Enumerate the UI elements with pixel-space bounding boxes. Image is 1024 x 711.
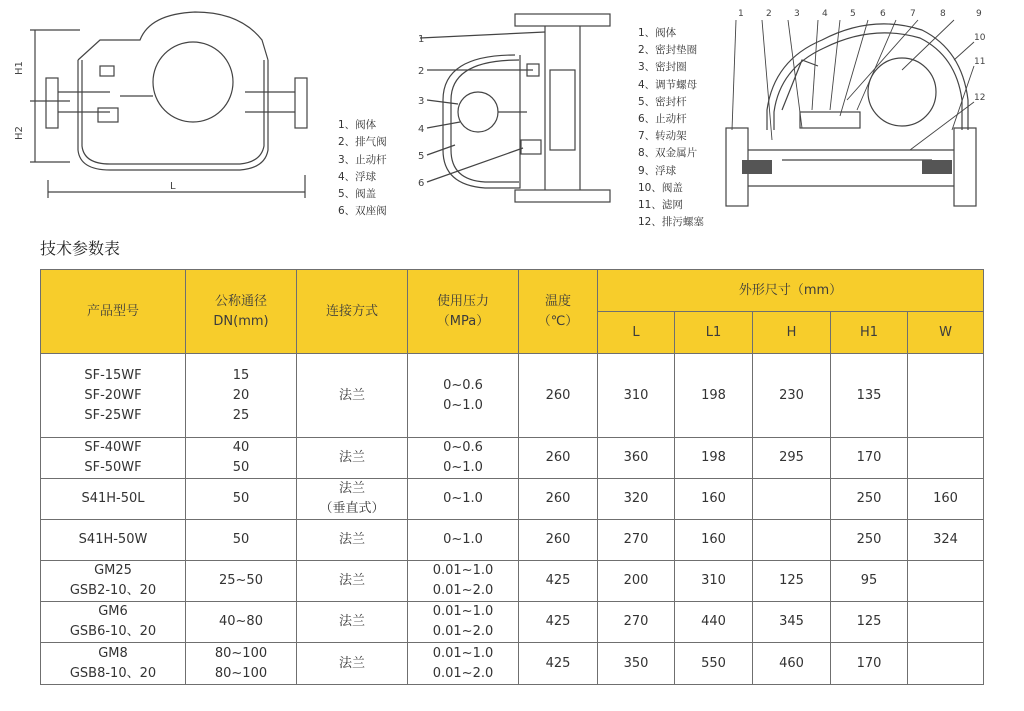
cell-pressure-line: 0.01~1.0: [432, 645, 494, 661]
legend-item: 2、排气阀: [338, 136, 387, 149]
cell-pressure-line: 0.01~2.0: [432, 583, 494, 598]
header-L: L: [598, 312, 675, 354]
cell-connection-line: 法兰: [338, 573, 365, 588]
trap-drawing-d: [722, 0, 1024, 215]
cell-pressure: [408, 438, 519, 479]
cell-pressure-line: 0.01~1.0: [432, 604, 494, 619]
cell-H1: 95: [831, 561, 908, 602]
cell-model-line: SF-15WF: [84, 367, 142, 383]
cell-L1: 198: [675, 438, 753, 479]
cell-model-line: SF-50WF: [84, 460, 142, 475]
cell-model-line: S41H-50L: [81, 491, 145, 506]
cell-H: 125: [753, 561, 831, 602]
header-H: H: [753, 312, 831, 354]
dim-h2-label: H2: [14, 126, 25, 140]
cell-L: 310: [598, 354, 675, 438]
cell-model: [41, 479, 186, 520]
spec-table: [40, 269, 984, 685]
cell-dn: [186, 479, 297, 520]
cell-connection-line: 法兰: [338, 481, 365, 496]
cell-model-line: GSB6-10、20: [69, 624, 157, 639]
cell-W: [908, 561, 984, 602]
section-title: 技术参数表: [40, 239, 121, 258]
cell-model: [41, 643, 186, 685]
cell-temp: 260: [519, 438, 598, 479]
legend-item: 3、密封圈: [638, 61, 687, 74]
callout-number: 2: [766, 9, 772, 19]
trap-drawing-a: [0, 0, 330, 215]
legend-item: 1、阀体: [338, 119, 377, 131]
cell-L1: 310: [675, 561, 753, 602]
cell-W: [908, 354, 984, 438]
legend-item: 5、阀盖: [338, 188, 377, 201]
cell-L: 200: [598, 561, 675, 602]
cell-connection-line: 法兰: [338, 450, 365, 465]
cell-connection-line: 法兰: [338, 655, 365, 671]
cell-temp: 260: [519, 479, 598, 520]
cell-H: 295: [753, 438, 831, 479]
header-dn: [186, 270, 297, 354]
callout-number: 1: [418, 34, 425, 45]
cell-pressure-line: 0~0.6: [443, 377, 483, 393]
cell-W: [908, 438, 984, 479]
cell-model-line: SF-40WF: [84, 440, 142, 455]
cell-connection: [297, 354, 408, 438]
callout-number: 4: [418, 124, 425, 135]
cell-H: 230: [753, 354, 831, 438]
header-pressure-line: （MPa）: [436, 313, 490, 329]
cell-model-line: SF-25WF: [84, 407, 142, 423]
legend-item: 5、密封杆: [638, 95, 687, 108]
cell-W: 324: [908, 520, 984, 561]
cell-connection: [297, 479, 408, 520]
table-row: [41, 354, 984, 438]
cell-H1: 170: [831, 643, 908, 685]
cell-model-line: GM6: [98, 604, 128, 619]
legend-item: 1、阀体: [638, 27, 677, 39]
cell-pressure-line: 0~1.0: [443, 460, 483, 475]
cell-pressure-line: 0~1.0: [443, 491, 483, 506]
cell-model: [41, 520, 186, 561]
cell-dn-line: 80~100: [214, 645, 268, 661]
cell-W: 160: [908, 479, 984, 520]
cell-model: [41, 354, 186, 438]
table-row: [41, 438, 984, 479]
legend-item: 12、排污螺塞: [638, 216, 704, 229]
header-connection: 连接方式: [297, 270, 408, 354]
header-W: W: [908, 312, 984, 354]
header-pressure-line: 使用压力: [436, 293, 489, 309]
cell-L1: 160: [675, 479, 753, 520]
cell-dn-line: 50: [232, 460, 250, 475]
callout-number: 8: [940, 9, 946, 19]
cell-model-line: GM25: [94, 563, 132, 578]
cell-pressure-line: 0~1.0: [443, 397, 483, 413]
table-row: [41, 643, 984, 685]
dim-l-label: L: [170, 181, 176, 192]
callout-number: 3: [794, 9, 800, 19]
legend-item: 4、浮球: [338, 170, 377, 183]
legend-item: 10、阀盖: [638, 181, 683, 194]
cell-pressure-line: 0.01~2.0: [432, 665, 494, 681]
cell-pressure: [408, 354, 519, 438]
cell-connection: [297, 602, 408, 643]
cell-temp: 425: [519, 643, 598, 685]
cell-L: 350: [598, 643, 675, 685]
header-dims: 外形尺寸（mm）: [598, 270, 984, 312]
cell-temp: 260: [519, 354, 598, 438]
cell-dn: [186, 354, 297, 438]
callout-number: 1: [738, 9, 744, 19]
cell-pressure: [408, 561, 519, 602]
cell-H1: 125: [831, 602, 908, 643]
cell-dn-line: 25~50: [219, 573, 263, 588]
header-pressure: [408, 270, 519, 354]
legend-item: 7、转动架: [638, 130, 687, 143]
header-model: 产品型号: [41, 270, 186, 354]
cell-connection-line: （垂直式）: [319, 501, 385, 516]
cell-L: 360: [598, 438, 675, 479]
callout-number: 4: [822, 9, 828, 19]
cell-model-line: S41H-50W: [78, 532, 148, 547]
header-temp-line: （℃）: [537, 313, 579, 329]
cell-model: [41, 438, 186, 479]
legend-item: 9、浮球: [638, 164, 677, 177]
legend-a: [338, 117, 387, 221]
legend-item: 4、调节螺母: [638, 78, 698, 91]
cell-dn-line: 25: [232, 407, 250, 423]
cell-L1: 160: [675, 520, 753, 561]
cell-H1: 135: [831, 354, 908, 438]
cell-dn: [186, 561, 297, 602]
cell-model: [41, 561, 186, 602]
cell-model-line: GSB8-10、20: [69, 665, 157, 681]
cell-pressure-line: 0~1.0: [443, 532, 483, 547]
cell-dn-line: 40~80: [219, 614, 263, 629]
cell-dn-line: 80~100: [214, 665, 268, 681]
header-temp: [519, 270, 598, 354]
header-dn-line: DN(mm): [213, 313, 269, 329]
cell-H1: 250: [831, 520, 908, 561]
cell-dn: [186, 602, 297, 643]
header-H1: H1: [831, 312, 908, 354]
cell-dn-line: 50: [232, 491, 250, 506]
cell-pressure: [408, 643, 519, 685]
callout-number: 11: [974, 57, 986, 67]
cell-temp: 425: [519, 602, 598, 643]
cell-H1: 170: [831, 438, 908, 479]
callout-number: 5: [850, 9, 856, 19]
table-row: [41, 561, 984, 602]
cell-temp: 260: [519, 520, 598, 561]
cell-dn-line: 40: [232, 440, 250, 455]
cell-L1: 198: [675, 354, 753, 438]
cell-H: [753, 520, 831, 561]
cell-L: 320: [598, 479, 675, 520]
header-dn-line: 公称通径: [214, 293, 267, 309]
callout-number: 12: [974, 93, 986, 103]
cell-H: [753, 479, 831, 520]
cell-pressure-line: 0~0.6: [443, 440, 483, 455]
cell-model-line: GSB2-10、20: [69, 583, 157, 598]
cell-dn-line: 15: [232, 367, 250, 383]
cell-dn-line: 50: [232, 532, 250, 547]
callout-number: 6: [418, 178, 425, 189]
legend-item: 3、止动杆: [338, 153, 387, 166]
table-row: [41, 602, 984, 643]
cell-H: 345: [753, 602, 831, 643]
cell-dn: [186, 520, 297, 561]
callout-number: 7: [910, 9, 916, 19]
legend-item: 8、双金属片: [638, 147, 698, 160]
legend-item: 6、止动杆: [638, 113, 687, 126]
cell-temp: 425: [519, 561, 598, 602]
cell-pressure: [408, 602, 519, 643]
dim-h1-label: H1: [14, 61, 25, 75]
cell-L1: 440: [675, 602, 753, 643]
cell-model: [41, 602, 186, 643]
cell-H1: 250: [831, 479, 908, 520]
cell-pressure: [408, 520, 519, 561]
cell-dn: [186, 643, 297, 685]
cell-W: [908, 602, 984, 643]
cell-H: 460: [753, 643, 831, 685]
cell-connection-line: 法兰: [338, 532, 365, 547]
cell-dn-line: 20: [232, 387, 250, 403]
cell-connection: [297, 561, 408, 602]
table-row: [41, 520, 984, 561]
cell-connection: [297, 520, 408, 561]
cell-W: [908, 643, 984, 685]
cell-dn: [186, 438, 297, 479]
cell-pressure: [408, 479, 519, 520]
legend-c: [638, 25, 704, 231]
trap-drawing-b: [415, 0, 615, 215]
cell-pressure-line: 0.01~2.0: [432, 624, 494, 639]
cell-pressure-line: 0.01~1.0: [432, 563, 494, 578]
cell-L1: 550: [675, 643, 753, 685]
callout-number: 5: [418, 151, 425, 162]
cell-connection-line: 法兰: [338, 387, 365, 403]
cell-L: 270: [598, 520, 675, 561]
legend-item: 6、双座阀: [338, 205, 387, 218]
callout-number: 2: [418, 66, 425, 77]
legend-item: 11、滤网: [638, 199, 683, 212]
callout-number: 10: [974, 33, 986, 43]
cell-model-line: GM8: [98, 645, 128, 661]
legend-item: 2、密封垫圈: [638, 44, 698, 57]
cell-model-line: SF-20WF: [84, 387, 142, 403]
callout-number: 3: [418, 96, 425, 107]
header-L1: L1: [675, 312, 753, 354]
cell-L: 270: [598, 602, 675, 643]
header-temp-line: 温度: [544, 293, 571, 309]
callout-number: 6: [880, 9, 886, 19]
callout-number: 9: [976, 9, 982, 19]
cell-connection-line: 法兰: [338, 614, 365, 629]
cell-connection: [297, 643, 408, 685]
table-row: [41, 479, 984, 520]
cell-connection: [297, 438, 408, 479]
